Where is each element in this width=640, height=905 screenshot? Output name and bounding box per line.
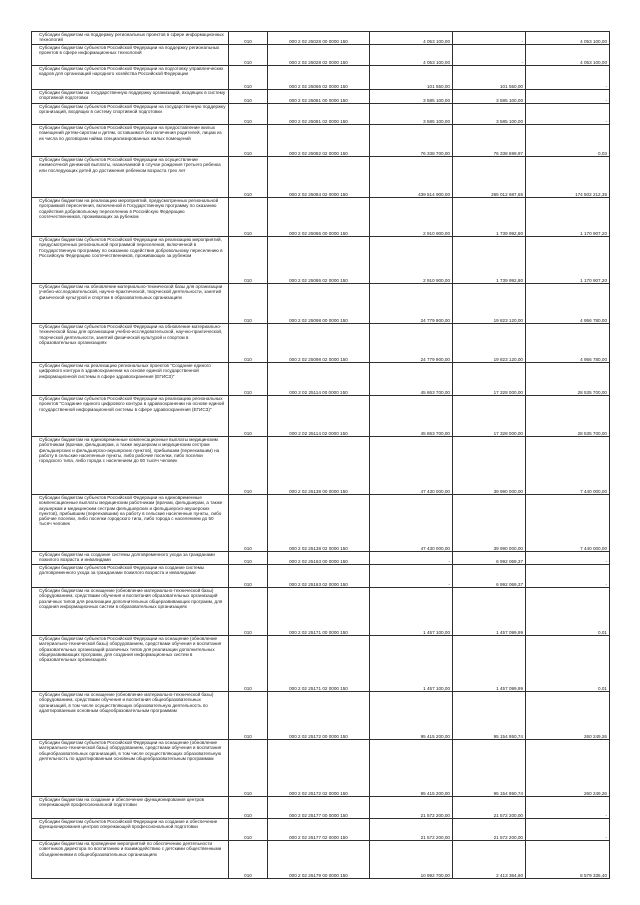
row-code-cell: 010 xyxy=(229,552,268,565)
row-kbk-cell: 000 2 02 25163 02 0000 150 xyxy=(268,565,370,588)
row-approved-cell: 439 514 900,00 xyxy=(370,157,453,198)
row-code-cell: 010 xyxy=(229,32,268,45)
table-row xyxy=(32,740,610,797)
row-kbk-cell: 000 2 02 25138 02 0000 150 xyxy=(268,495,370,552)
table-row xyxy=(32,552,610,565)
row-approved-cell: 2 910 900,00 xyxy=(370,237,453,284)
row-executed-cell: 17 328 000,00 xyxy=(453,363,526,396)
row-name-cell: Субсидии бюджетам субъектов Российской Федерации на создание системы долговременного ухода за гражданами пожилого возраста и инвалидами xyxy=(32,565,229,588)
row-approved-cell: 2 910 900,00 xyxy=(370,198,453,237)
row-name-cell: Субсидии бюджетам на реализацию региональных проектов "Создание единого цифрового контура в здравоохранении на основе единой государственной информационной системы в сфере здравоохранения (ЕГИСЗ)" xyxy=(32,363,229,396)
row-unexecuted-cell: - xyxy=(526,565,610,588)
row-executed-cell: - xyxy=(453,32,526,45)
row-code-cell: 010 xyxy=(229,157,268,198)
row-unexecuted-cell: 28 535 700,00 xyxy=(526,363,610,396)
row-kbk-cell: 000 2 02 25171 02 0000 150 xyxy=(268,636,370,692)
row-unexecuted-cell: - xyxy=(526,552,610,565)
row-unexecuted-cell: 8 579 335,40 xyxy=(526,841,610,879)
row-kbk-cell: 000 2 02 25177 00 0000 150 xyxy=(268,797,370,819)
row-name-cell: Субсидии бюджетам субъектов Российской Федерации на оснащение (обновление материально-технической базы) оборудованием, средствами обучения и воспитания общеобразовательных организаций, в том числе осуществляющих образовательную деятельность по адаптированным основным общеобразовательным программам xyxy=(32,740,229,797)
row-code-cell: 010 xyxy=(229,797,268,819)
table-row xyxy=(32,437,610,495)
row-unexecuted-cell: 174 502 212,35 xyxy=(526,157,610,198)
row-kbk-cell: 000 2 02 25084 02 0000 150 xyxy=(268,157,370,198)
row-name-cell: Субсидии бюджетам субъектов Российской Федерации на поддержку региональных проектов в сфере информационных технологий xyxy=(32,45,229,66)
row-approved-cell: 10 992 700,00 xyxy=(370,841,453,879)
row-name-cell: Субсидии бюджетам на единовременные компенсационные выплаты медицинским работникам (врачам, фельдшерам, а также акушеркам и медицинским сестрам фельдшерских и фельдшерско-акушерских пунктов), прибывшим (переехавшим) на работу в сельские населенные пункты, либо рабочие поселки, либо поселки городского типа, либо города с населением до 50 тысяч человек xyxy=(32,437,229,495)
table-row xyxy=(32,588,610,636)
row-executed-cell: - xyxy=(453,45,526,66)
row-executed-cell: 1 457 099,99 xyxy=(453,588,526,636)
row-code-cell: 010 xyxy=(229,588,268,636)
row-executed-cell: 95 154 950,74 xyxy=(453,692,526,740)
row-executed-cell: 1 739 992,80 xyxy=(453,237,526,284)
table-row xyxy=(32,396,610,437)
row-kbk-cell: 000 2 02 25179 00 0000 150 xyxy=(268,841,370,879)
row-approved-cell: 45 863 700,00 xyxy=(370,396,453,437)
row-code-cell: 010 xyxy=(229,396,268,437)
budget-table-page xyxy=(31,31,609,879)
row-name-cell: Субсидии бюджетам субъектов Российской Федерации на осуществление ежемесячной денежной выплаты, назначаемой в случае рождения третьего ребенка или последующих детей до достижения ребенком возраста трех лет xyxy=(32,157,229,198)
row-name-cell: Субсидии бюджетам субъектов Российской Федерации на создание и обеспечение функционирования центров опережающей профессиональной подготовки xyxy=(32,819,229,841)
row-approved-cell: 3 585 100,00 xyxy=(370,90,453,104)
table-row xyxy=(32,324,610,363)
row-approved-cell: 21 572 200,00 xyxy=(370,819,453,841)
row-kbk-cell: 000 2 02 25172 02 0000 150 xyxy=(268,740,370,797)
row-kbk-cell: 000 2 02 25028 00 0000 150 xyxy=(268,32,370,45)
row-code-cell: 010 xyxy=(229,740,268,797)
row-code-cell: 010 xyxy=(229,565,268,588)
row-kbk-cell: 000 2 02 25138 00 0000 150 xyxy=(268,437,370,495)
row-approved-cell: - xyxy=(370,552,453,565)
row-code-cell: 010 xyxy=(229,363,268,396)
table-row xyxy=(32,157,610,198)
row-kbk-cell: 000 2 02 25081 00 0000 150 xyxy=(268,90,370,104)
row-approved-cell: 3 585 100,00 xyxy=(370,104,453,125)
row-code-cell: 010 xyxy=(229,237,268,284)
row-code-cell: 010 xyxy=(229,125,268,157)
row-approved-cell: 95 415 200,00 xyxy=(370,692,453,740)
row-executed-cell: 265 012 687,65 xyxy=(453,157,526,198)
row-executed-cell: 6 992 069,37 xyxy=(453,565,526,588)
row-unexecuted-cell: - xyxy=(526,797,610,819)
row-kbk-cell: 000 2 02 25086 00 0000 150 xyxy=(268,198,370,237)
row-name-cell: Субсидии бюджетам на создание системы долговременного ухода за гражданами пожилого возраста и инвалидами xyxy=(32,552,229,565)
row-executed-cell: 17 328 000,00 xyxy=(453,396,526,437)
row-name-cell: Субсидии бюджетам субъектов Российской Федерации на оснащение (обновление материально-технической базы) оборудованием, средствами обучения и воспитания образовательных организаций различных типов для реализации дополнительных общеразвивающих программ, для создания информационных систем в образовательных организациях xyxy=(32,636,229,692)
row-kbk-cell: 000 2 02 25163 00 0000 150 xyxy=(268,552,370,565)
row-unexecuted-cell: 1 170 907,20 xyxy=(526,237,610,284)
row-unexecuted-cell: 7 440 000,00 xyxy=(526,495,610,552)
row-code-cell: 010 xyxy=(229,324,268,363)
row-unexecuted-cell: - xyxy=(526,104,610,125)
row-name-cell: Субсидии бюджетам на проведение мероприятий по обеспечению деятельности советников директора по воспитанию и взаимодействию с детскими общественными объединениями в общеобразовательных организациях xyxy=(32,841,229,879)
row-code-cell: 010 xyxy=(229,45,268,66)
row-executed-cell: 19 823 120,00 xyxy=(453,284,526,324)
row-kbk-cell: 000 2 02 25066 02 0000 150 xyxy=(268,66,370,90)
row-executed-cell: 1 739 992,80 xyxy=(453,198,526,237)
table-row xyxy=(32,692,610,740)
row-kbk-cell: 000 2 02 25098 00 0000 150 xyxy=(268,284,370,324)
row-executed-cell: 3 585 100,00 xyxy=(453,90,526,104)
row-code-cell: 010 xyxy=(229,841,268,879)
row-unexecuted-cell: 4 053 100,00 xyxy=(526,45,610,66)
row-name-cell: Субсидии бюджетам субъектов Российской Федерации на подготовку управленческих кадров для организаций народного хозяйства Российской Федерации xyxy=(32,66,229,90)
row-name-cell: Субсидии бюджетам субъектов Российской Федерации на предоставление жилых помещений детям-сиротам и детям, оставшимся без попечения родителей, лицам из их числа по договорам найма специализированных жилых помещений xyxy=(32,125,229,157)
row-name-cell: Субсидии бюджетам субъектов Российской Федерации на государственную поддержку организаций, входящих в систему спортивной подготовки xyxy=(32,104,229,125)
table-row xyxy=(32,284,610,324)
row-unexecuted-cell: 0,01 xyxy=(526,636,610,692)
row-executed-cell: 3 585 100,00 xyxy=(453,104,526,125)
row-kbk-cell: 000 2 02 25171 00 0000 150 xyxy=(268,588,370,636)
row-unexecuted-cell: - xyxy=(526,819,610,841)
table-row xyxy=(32,636,610,692)
row-executed-cell: 21 572 200,00 xyxy=(453,819,526,841)
table-row xyxy=(32,841,610,879)
table-row xyxy=(32,819,610,841)
row-code-cell: 010 xyxy=(229,284,268,324)
row-unexecuted-cell: 260 249,26 xyxy=(526,740,610,797)
row-unexecuted-cell: - xyxy=(526,90,610,104)
row-code-cell: 010 xyxy=(229,90,268,104)
table-row xyxy=(32,237,610,284)
row-approved-cell: 4 053 100,00 xyxy=(370,45,453,66)
row-approved-cell: 1 457 100,00 xyxy=(370,588,453,636)
row-approved-cell: 24 779 900,00 xyxy=(370,284,453,324)
row-approved-cell: 1 457 100,00 xyxy=(370,636,453,692)
table-row xyxy=(32,104,610,125)
row-unexecuted-cell: 28 535 700,00 xyxy=(526,396,610,437)
row-executed-cell: 1 457 099,99 xyxy=(453,636,526,692)
table-row xyxy=(32,797,610,819)
table-row xyxy=(32,495,610,552)
table-body xyxy=(32,32,610,879)
row-name-cell: Субсидии бюджетам субъектов Российской Федерации на реализацию мероприятий, предусмотренных региональной программой переселения, включенной в Государственную программу по оказанию содействия добровольному переселению в Российскую Федерацию соотечественников, проживающих за рубежом xyxy=(32,237,229,284)
row-code-cell: 010 xyxy=(229,692,268,740)
row-executed-cell: 101 550,00 xyxy=(453,66,526,90)
row-unexecuted-cell: 260 249,26 xyxy=(526,692,610,740)
row-name-cell: Субсидии бюджетам на обновление материально-технической базы для организации учебно-исследовательской, научно-практической, творческой деятельности, занятий физической культурой и спортом в образовательных организациях xyxy=(32,284,229,324)
row-code-cell: 010 xyxy=(229,66,268,90)
row-approved-cell: 47 430 000,00 xyxy=(370,437,453,495)
row-unexecuted-cell: - xyxy=(526,66,610,90)
table-row xyxy=(32,363,610,396)
row-name-cell: Субсидии бюджетам на оснащение (обновление материально-технической базы) оборудованием, средствами обучения и воспитания образовательных организаций различных типов для реализации дополнительных общеразвивающих программ, для создания информационных систем в образовательных организациях xyxy=(32,588,229,636)
row-approved-cell: 101 550,00 xyxy=(370,66,453,90)
row-name-cell: Субсидии бюджетам на государственную поддержку организаций, входящих в систему спортивной подготовки xyxy=(32,90,229,104)
row-executed-cell: 19 823 120,00 xyxy=(453,324,526,363)
table-row xyxy=(32,125,610,157)
row-kbk-cell: 000 2 02 25028 02 0000 150 xyxy=(268,45,370,66)
row-unexecuted-cell: 0,03 xyxy=(526,125,610,157)
row-kbk-cell: 000 2 02 25114 02 0000 150 xyxy=(268,396,370,437)
row-kbk-cell: 000 2 02 25172 00 0000 150 xyxy=(268,692,370,740)
row-executed-cell: 6 992 069,37 xyxy=(453,552,526,565)
row-name-cell: Субсидии бюджетам на поддержку региональных проектов в сфере информационных технологий xyxy=(32,32,229,45)
row-executed-cell: 95 154 950,74 xyxy=(453,740,526,797)
row-name-cell: Субсидии бюджетам на создание и обеспечение функционирования центров опережающей профессиональной подготовки xyxy=(32,797,229,819)
row-code-cell: 010 xyxy=(229,819,268,841)
row-approved-cell: 47 430 000,00 xyxy=(370,495,453,552)
row-code-cell: 010 xyxy=(229,104,268,125)
row-approved-cell: - xyxy=(370,565,453,588)
table-row xyxy=(32,198,610,237)
row-approved-cell: 76 338 700,00 xyxy=(370,125,453,157)
table-row xyxy=(32,32,610,45)
table-row xyxy=(32,45,610,66)
row-kbk-cell: 000 2 02 25082 02 0000 150 xyxy=(268,125,370,157)
row-executed-cell: 39 990 000,00 xyxy=(453,437,526,495)
row-name-cell: Субсидии бюджетам на реализацию мероприятий, предусмотренных региональной программой переселения, включенной в Государственную программу по оказанию содействия добровольному переселению в Российскую Федерацию соотечественников, проживающих за рубежом xyxy=(32,198,229,237)
row-unexecuted-cell: 4 956 780,00 xyxy=(526,284,610,324)
row-approved-cell: 4 053 100,00 xyxy=(370,32,453,45)
row-kbk-cell: 000 2 02 25081 02 0000 150 xyxy=(268,104,370,125)
row-approved-cell: 21 572 200,00 xyxy=(370,797,453,819)
row-name-cell: Субсидии бюджетам на оснащение (обновление материально-технической базы) оборудованием, средствами обучения и воспитания общеобразовательных организаций, в том числе осуществляющих образовательную деятельность по адаптированным основным общеобразовательным программам xyxy=(32,692,229,740)
row-executed-cell: 39 990 000,00 xyxy=(453,495,526,552)
table-row xyxy=(32,90,610,104)
row-kbk-cell: 000 2 02 25114 00 0000 150 xyxy=(268,363,370,396)
table-row xyxy=(32,565,610,588)
row-kbk-cell: 000 2 02 25098 02 0000 150 xyxy=(268,324,370,363)
row-unexecuted-cell: 0,01 xyxy=(526,588,610,636)
row-unexecuted-cell: 4 956 780,00 xyxy=(526,324,610,363)
table-row xyxy=(32,66,610,90)
row-code-cell: 010 xyxy=(229,437,268,495)
row-executed-cell: 21 572 200,00 xyxy=(453,797,526,819)
row-kbk-cell: 000 2 02 25086 02 0000 150 xyxy=(268,237,370,284)
row-kbk-cell: 000 2 02 25177 02 0000 150 xyxy=(268,819,370,841)
row-executed-cell: 76 338 699,97 xyxy=(453,125,526,157)
row-approved-cell: 24 779 900,00 xyxy=(370,324,453,363)
row-code-cell: 010 xyxy=(229,636,268,692)
budget-execution-table xyxy=(31,31,610,879)
row-unexecuted-cell: 7 440 000,00 xyxy=(526,437,610,495)
row-code-cell: 010 xyxy=(229,198,268,237)
row-unexecuted-cell: 1 170 907,20 xyxy=(526,198,610,237)
row-unexecuted-cell: 4 053 100,00 xyxy=(526,32,610,45)
row-code-cell: 010 xyxy=(229,495,268,552)
row-approved-cell: 95 415 200,00 xyxy=(370,740,453,797)
row-approved-cell: 45 863 700,00 xyxy=(370,363,453,396)
row-executed-cell: 2 413 364,60 xyxy=(453,841,526,879)
row-name-cell: Субсидии бюджетам субъектов Российской Федерации на единовременные компенсационные выплаты медицинским работникам (врачам, фельдшерам, а также акушеркам и медицинским сестрам фельдшерских и фельдшерско-акушерских пунктов), прибывшим (переехавшим) на работу в сельские населенные пункты, либо рабочие поселки, либо поселки городского типа, либо города с населением до 50 тысяч человек xyxy=(32,495,229,552)
row-name-cell: Субсидии бюджетам субъектов Российской Федерации на обновление материально-технической базы для организации учебно-исследовательской, научно-практической, творческой деятельности, занятий физической культурой и спортом в образовательных организациях xyxy=(32,324,229,363)
row-name-cell: Субсидии бюджетам субъектов Российской Федерации на реализацию региональных проектов "Создание единого цифрового контура в здравоохранении на основе единой государственной информационной системы в сфере здравоохранения (ЕГИСЗ)" xyxy=(32,396,229,437)
